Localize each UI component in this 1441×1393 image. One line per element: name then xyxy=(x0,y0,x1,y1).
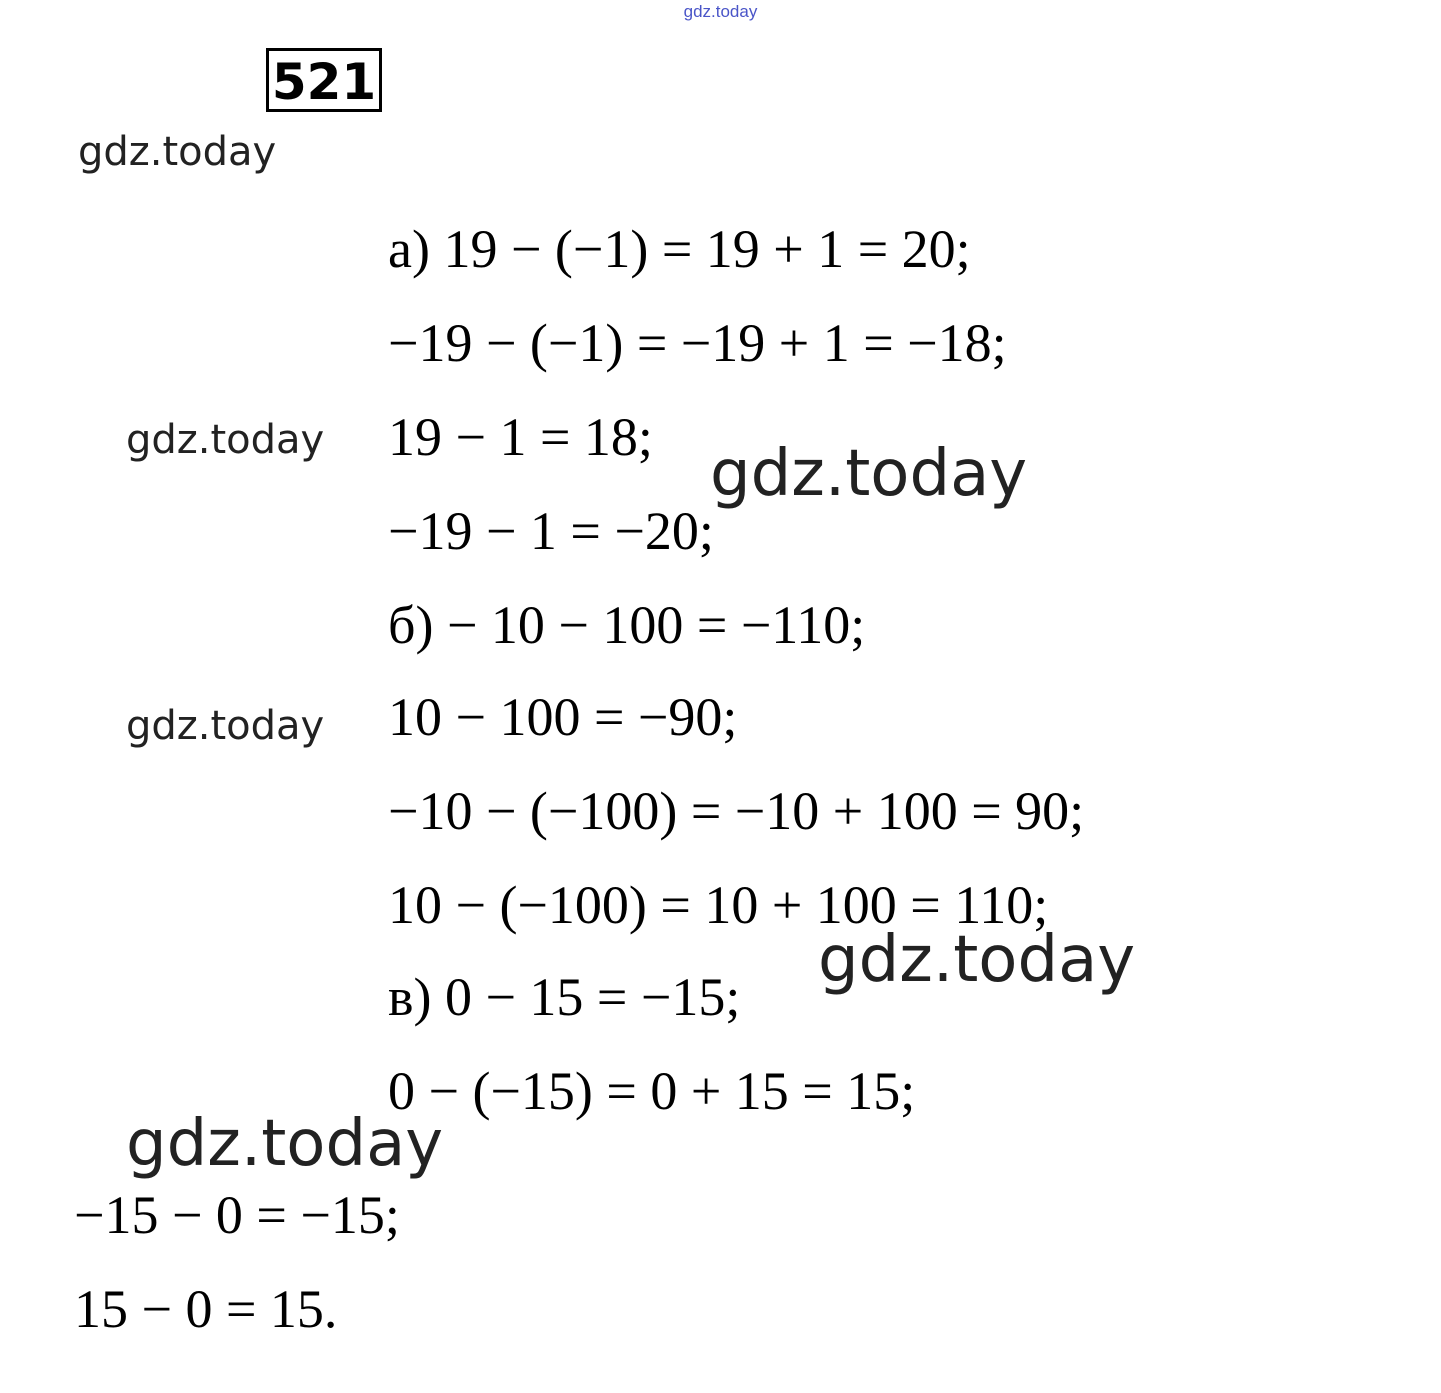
watermark: gdz.today xyxy=(126,1107,444,1181)
equation-line: а) 19 − (−1) = 19 + 1 = 20; xyxy=(388,219,971,279)
equation-line: 10 − (−100) = 10 + 100 = 110; xyxy=(388,875,1049,935)
watermark: gdz.today xyxy=(818,923,1136,997)
equation-line: −15 − 0 = −15; xyxy=(74,1185,400,1245)
equation-line: 0 − (−15) = 0 + 15 = 15; xyxy=(388,1061,916,1121)
equation-line: 10 − 100 = −90; xyxy=(388,687,738,747)
equation-line: −19 − 1 = −20; xyxy=(388,501,714,561)
equation-line: −10 − (−100) = −10 + 100 = 90; xyxy=(388,781,1085,841)
equation-line: в) 0 − 15 = −15; xyxy=(388,967,741,1027)
problem-number-box: 521 xyxy=(266,48,382,112)
site-watermark: gdz.today xyxy=(683,2,758,21)
equation-line: −19 − (−1) = −19 + 1 = −18; xyxy=(388,313,1007,373)
equation-line: 15 − 0 = 15. xyxy=(74,1279,338,1339)
watermark: gdz.today xyxy=(710,437,1028,511)
watermark: gdz.today xyxy=(126,703,325,749)
equation-line: 19 − 1 = 18; xyxy=(388,407,653,467)
watermark: gdz.today xyxy=(126,417,325,463)
watermark: gdz.today xyxy=(78,129,277,175)
equation-line: б) − 10 − 100 = −110; xyxy=(388,595,866,655)
